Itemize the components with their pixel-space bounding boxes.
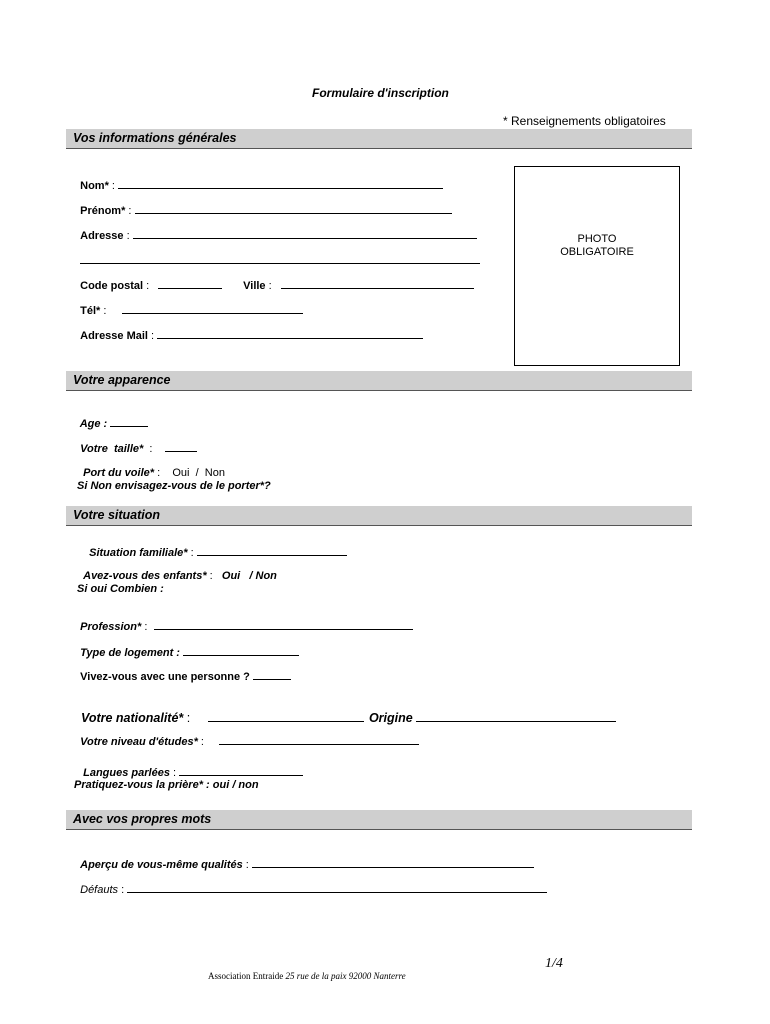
tel-input-line[interactable] [122,304,303,314]
label-code-postal: Code postal [80,280,144,292]
page-number: 1/4 [545,956,563,971]
enfants-options[interactable]: Oui / Non [221,570,277,582]
footer-association-name: Association Entraide [208,971,284,981]
label-adresse: Adresse [80,230,124,242]
label-age: Age : [79,418,108,430]
field-voile[interactable]: Port du voile* : Oui / Non [83,467,225,479]
section-title-appearance: Votre apparence [73,373,171,387]
label-situation-familiale: Situation familiale* [89,547,188,559]
label-langues: Langues parlées [83,767,170,779]
label-etudes: Votre niveau d'études* [80,736,198,748]
label-envisagez: Si Non envisagez-vous de le porter*? [77,480,271,492]
required-note: * Renseignements obligatoires [503,114,666,128]
label-ville: Ville [243,280,266,292]
section-header-own-words [66,810,692,830]
label-combien: Si oui Combien : [77,583,164,595]
label-prenom: Prénom* [80,205,126,217]
section-header-general [66,129,692,149]
label-taille: Votre taille* [80,443,144,455]
photo-box[interactable] [514,166,680,366]
field-situation-familiale[interactable]: Situation familiale* : [83,534,347,559]
footer-address: 25 rue de la paix 92000 Nanterre [285,971,406,981]
taille-input-line[interactable] [165,442,197,452]
logement-input-line[interactable] [183,646,299,656]
photo-label-line2: OBLIGATOIRE [560,246,634,258]
label-logement: Type de logement : [80,647,180,659]
field-langues[interactable]: Langues parlées : [77,754,303,779]
label-apercu: Aperçu de vous-même qualités [80,859,243,871]
adresse-input-line[interactable] [133,229,477,239]
photo-label-line1: PHOTO [577,233,617,245]
vivez-input-line[interactable] [253,670,291,680]
section-title-situation: Votre situation [73,508,161,522]
section-header-situation [66,506,692,526]
field-logement[interactable] [74,634,299,659]
label-mail: Adresse Mail [80,330,148,342]
field-nationalite[interactable]: Votre nationalité* : [74,697,364,725]
nationalite-input-line[interactable] [208,712,364,722]
field-enfants[interactable]: Avez-vous des enfants* : Oui / Non [83,570,277,582]
field-vivez[interactable] [74,658,291,683]
voile-options[interactable]: Oui / Non [172,467,225,479]
code-postal-input-line[interactable] [158,279,222,289]
field-code-postal[interactable]: Code postal : [74,267,222,292]
label-origine: Origine [368,711,413,725]
label-nationalite: Votre nationalité* [80,711,184,725]
section-header-appearance [66,371,692,391]
apercu-input-line[interactable] [252,858,534,868]
mail-input-line[interactable] [157,329,423,339]
situation-familiale-input-line[interactable] [197,546,347,556]
section-title-own-words: Avec vos propres mots [73,812,212,826]
field-tel[interactable]: Tél* : [74,292,303,317]
field-apercu[interactable]: Aperçu de vous-même qualités : [74,846,534,871]
origine-input-line[interactable] [416,712,616,722]
section-title-general: Vos informations générales [73,131,237,145]
field-prenom[interactable]: Prénom* : [74,192,452,217]
defauts-input-line[interactable] [127,883,547,893]
label-nom: Nom* [80,180,109,192]
label-voile: Port du voile* [83,467,155,479]
field-profession[interactable]: Profession* : [74,608,413,633]
form-title: Formulaire d'inscription [312,86,449,100]
ville-input-line[interactable] [281,279,474,289]
field-mail[interactable]: Adresse Mail : [74,317,423,342]
label-vivez: Vivez-vous avec une personne ? [80,671,250,683]
field-nom[interactable]: Nom* : [74,167,443,192]
profession-input-line[interactable] [154,620,413,630]
prenom-input-line[interactable] [135,204,452,214]
label-profession: Profession* [80,621,142,633]
field-defauts[interactable]: Défauts : [74,871,547,896]
footer-association [204,961,406,981]
label-tel: Tél* [80,305,101,317]
nom-input-line[interactable] [118,179,443,189]
label-enfants: Avez-vous des enfants* [83,570,207,582]
field-etudes[interactable]: Votre niveau d'études* : [74,723,419,748]
etudes-input-line[interactable] [219,735,419,745]
field-ville[interactable]: Ville : [237,267,474,292]
langues-input-line[interactable] [179,766,303,776]
field-age[interactable] [74,405,148,430]
label-defauts: Défauts [80,884,119,896]
field-taille[interactable]: Votre taille* : [74,430,197,455]
adresse-input-line-2[interactable] [80,254,480,264]
field-adresse-line2[interactable] [74,242,480,267]
label-priere[interactable]: Pratiquez-vous la prière* : oui / non [74,779,259,791]
age-input-line[interactable] [110,417,148,427]
field-origine[interactable] [362,697,616,725]
field-adresse[interactable]: Adresse : [74,217,477,242]
